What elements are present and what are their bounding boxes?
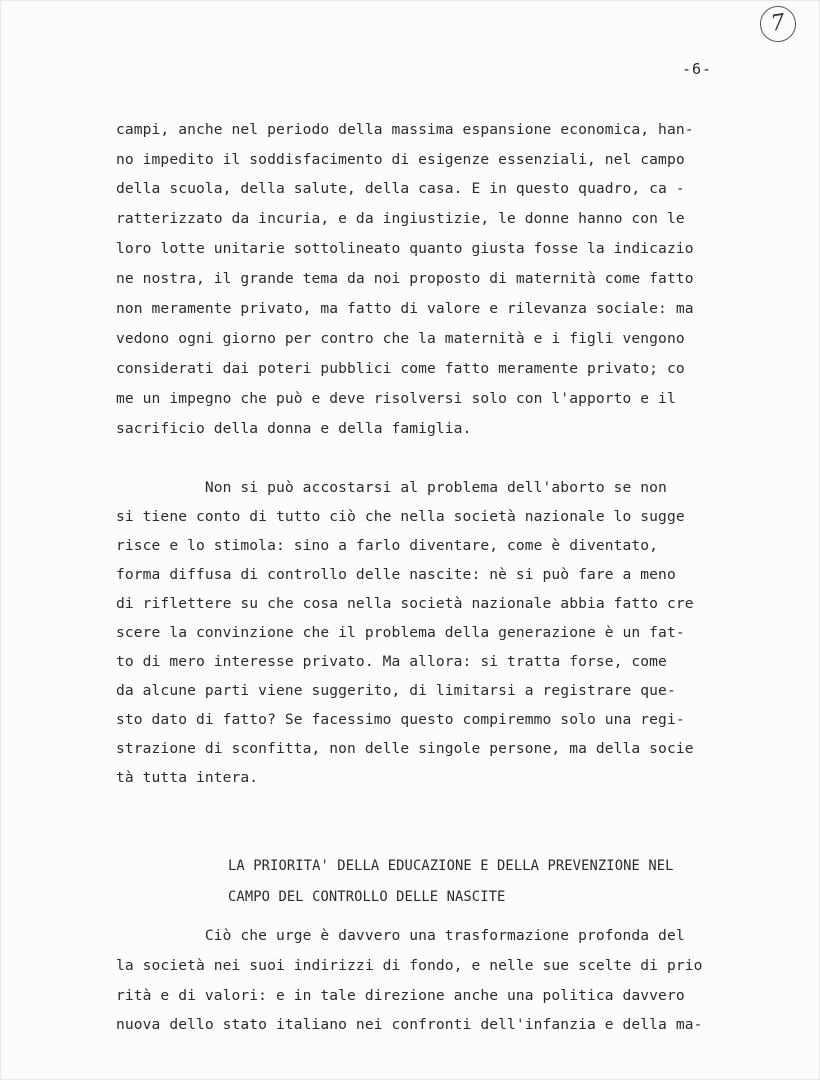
text-line: da alcune parti viene suggerito, di limitarsi a registrare que-: [116, 682, 676, 699]
text-line: di riflettere su che cosa nella società nazionale abbia fatto cre: [116, 595, 694, 612]
text-line: scere la convinzione che il problema della generazione è un fat-: [116, 624, 685, 641]
text-line: ne nostra, il grande tema da noi proposto di maternità come fatto: [116, 270, 694, 287]
heading-line: LA PRIORITA' DELLA EDUCAZIONE E DELLA PREVENZIONE NEL: [228, 858, 674, 874]
text-line: considerati dai poteri pubblici come fatto meramente privato; co: [116, 360, 685, 377]
text-line: sto dato di fatto? Se facessimo questo compiremmo solo una regi-: [116, 711, 685, 728]
text-line: campi, anche nel periodo della massima espansione economica, han-: [116, 121, 694, 138]
text-line: sacrificio della donna e della famiglia.: [116, 420, 472, 437]
text-line: to di mero interesse privato. Ma allora: si tratta forse, come: [116, 653, 667, 670]
text-line: non meramente privato, ma fatto di valore e rilevanza sociale: ma: [116, 300, 694, 317]
text-line: no impedito il soddisfacimento di esigenze essenziali, nel campo: [116, 151, 685, 168]
text-line: la società nei suoi indirizzi di fondo, e nelle sue scelte di prio: [116, 957, 703, 974]
text-line: rità e di valori: e in tale direzione anche una politica davvero: [116, 987, 685, 1004]
text-line: forma diffusa di controllo delle nascite: nè si può fare a meno: [116, 566, 676, 583]
text-line: nuova dello stato italiano nei confronti dell'infanzia e della ma-: [116, 1016, 703, 1033]
text-line: loro lotte unitarie sottolineato quanto giusta fosse la indicazio: [116, 240, 694, 257]
text-line: Non si può accostarsi al problema dell'aborto se non: [116, 479, 667, 496]
archive-number-stamp: 7: [758, 4, 799, 45]
heading-line: CAMPO DEL CONTROLLO DELLE NASCITE: [228, 889, 506, 905]
text-line: ratterizzato da incuria, e da ingiustizie, le donne hanno con le: [116, 210, 685, 227]
text-line: strazione di sconfitta, non delle singole persone, ma della socie: [116, 740, 694, 757]
page-number: -6-: [682, 60, 713, 78]
text-line: me un impegno che può e deve risolversi solo con l'apporto e il: [116, 390, 676, 407]
text-line: tà tutta intera.: [116, 769, 259, 786]
text-line: Ciò che urge è davvero una trasformazione profonda del: [116, 927, 685, 944]
text-line: risce e lo stimola: sino a farlo diventare, come è diventato,: [116, 537, 659, 554]
text-line: vedono ogni giorno per contro che la maternità e i figli vengono: [116, 330, 685, 347]
text-line: si tiene conto di tutto ciò che nella società nazionale lo sugge: [116, 508, 685, 525]
text-line: della scuola, della salute, della casa. E in questo quadro, ca -: [116, 180, 685, 197]
